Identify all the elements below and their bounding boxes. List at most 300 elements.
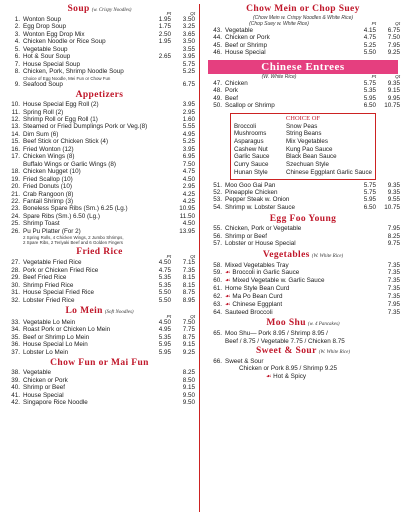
fried-rice-pt-header: Pt [166, 254, 171, 260]
sweet-sour-line-1: Sweet & Sour [225, 357, 264, 365]
moo-shu-item-line-2 [206, 338, 400, 345]
item-name: Lobster Fried Rice [23, 296, 75, 304]
soup-title: Soup [67, 4, 90, 14]
choice-option: Kung Pao Sauce [286, 145, 333, 153]
vegetables-title-text: Vegetables [262, 249, 310, 260]
item-name: House Special Soup [23, 60, 81, 68]
item-name: Beef or Shrimp Lo Mein [23, 333, 90, 341]
item-number: 63. [213, 300, 222, 308]
sweet-sour-item [206, 358, 400, 365]
item-qt-price: 6.75 [182, 80, 195, 88]
menu-item [4, 205, 195, 212]
choice-option: Curry Sauce [234, 161, 269, 169]
item-name: Fried Donuts (10) [23, 183, 72, 191]
menu-item [206, 80, 400, 87]
item-qt-price: 9.35 [387, 189, 400, 196]
item-pt-price: 5.35 [158, 333, 171, 341]
item-number: 34. [11, 326, 20, 334]
item-number: 21. [11, 190, 20, 198]
lo-mein-pt-header: Pt [166, 313, 171, 319]
item-qt-price: 9.35 [387, 79, 400, 87]
item-number: 54. [213, 203, 222, 211]
menu-item [4, 399, 195, 406]
item-pt-price: 5.75 [363, 181, 376, 189]
menu-item [4, 274, 195, 281]
item-qt-price: 9.15 [182, 341, 195, 349]
item-qt-price: 9.15 [182, 384, 195, 392]
choice-option: Cashew Nut [234, 145, 268, 153]
menu-item [4, 123, 195, 130]
item-qt-price: 7.35 [182, 266, 195, 274]
item-qt-price: 7.35 [387, 308, 400, 316]
item-number: 47. [213, 79, 222, 87]
item-qt-price: 8.15 [182, 281, 195, 289]
item-name: Chicken or Pork [225, 34, 270, 42]
item-number: 30. [11, 281, 20, 289]
chili-pepper-icon: ☙ [225, 270, 231, 277]
item-pt-price: 5.25 [363, 41, 376, 49]
soup-subtitle: (w. Crispy Noodles) [91, 8, 132, 13]
menu-item [4, 228, 195, 235]
item-qt-price: 7.75 [182, 326, 195, 334]
item-qt-price: 8.25 [387, 232, 400, 240]
item-name: Beef [225, 94, 238, 102]
item-name: Vegetable [23, 369, 52, 377]
menu-item [206, 301, 400, 309]
moo-shu-title [206, 318, 400, 330]
item-number: 65. [213, 330, 222, 338]
item-number: 50. [213, 102, 222, 110]
item-number: 24. [11, 212, 20, 220]
item-pt-price: 4.75 [363, 34, 376, 42]
item-number: 57. [213, 240, 222, 248]
item-pt-price: 5.35 [158, 274, 171, 282]
item-qt-price: 7.50 [387, 34, 400, 42]
lo-mein-title-text: Lo Mein [65, 305, 103, 316]
item-pt-price: 2.50 [158, 30, 171, 38]
item-name: Shrimp w. Lobster Sauce [225, 203, 296, 211]
item-number: 39. [11, 376, 20, 384]
choice-grid [234, 123, 372, 177]
item-number: 17. [11, 153, 20, 161]
item-name: Mixed Vegetable w. Garlic Sauce [232, 277, 325, 285]
sweet-sour-item-line-2 [206, 365, 400, 372]
item-number: 59. [213, 269, 222, 277]
item-qt-price: 9.15 [387, 87, 400, 95]
menu-item [4, 16, 195, 23]
item-number: 7. [14, 60, 20, 68]
item-name: Moo Goo Gai Pan [225, 181, 276, 189]
fried-rice-list [4, 259, 195, 304]
item-number: 48. [213, 87, 222, 95]
menu-item [4, 384, 195, 391]
menu-item [4, 23, 195, 30]
menu-item [4, 101, 195, 108]
menu-item [4, 267, 195, 274]
choice-option: Black Bean Sauce [286, 153, 337, 161]
item-number: 20. [11, 183, 20, 191]
item-number: 66. [213, 357, 222, 365]
item-name: Vegetable Lo Mein [23, 318, 76, 326]
item-number: 38. [11, 369, 20, 377]
menu-item [4, 349, 195, 356]
item-qt-price: 7.35 [387, 285, 400, 293]
item-name: Steamed or Fried Dumplings Pork or Veg.(8) [23, 123, 148, 131]
item-name: Chicken Wings (8) [23, 153, 75, 161]
choice-option: Mushrooms [234, 130, 267, 138]
item-name: Chicken Noodle or Rice Soup [23, 38, 106, 46]
item-name: Vegetable Soup [23, 45, 68, 53]
menu-item [4, 68, 195, 75]
vegetables-list [206, 262, 400, 316]
item-qt-price: 11.50 [179, 212, 195, 220]
lo-mein-qt-header: Qt [190, 313, 195, 319]
menu-item [206, 204, 400, 211]
item-pt-price: 4.50 [158, 259, 171, 267]
menu-item [4, 81, 195, 88]
moo-shu-title-text: Moo Shu [266, 318, 306, 329]
item-number: 58. [213, 261, 222, 269]
choice-of-title: CHOICE OF [285, 114, 321, 122]
item-name: Egg Drop Soup [23, 23, 67, 31]
menu-item [4, 161, 195, 168]
item-qt-price: 3.95 [182, 53, 195, 61]
item-qt-price: 7.50 [182, 160, 195, 168]
item-pt-price: 5.50 [158, 296, 171, 304]
menu-item [206, 240, 400, 247]
menu-item [206, 182, 400, 189]
menu-item [4, 176, 195, 183]
menu-item [206, 42, 400, 49]
menu-item [206, 309, 400, 316]
item-number: 11. [11, 108, 20, 116]
item-name: Pork or Chicken Fried Rice [23, 266, 99, 274]
item-pt-price: 5.95 [158, 341, 171, 349]
choice-option: String Beans [286, 130, 322, 138]
item-number: 22. [11, 197, 20, 205]
chili-pepper-icon: ☙ [225, 278, 231, 285]
item-name: Ma Po Bean Curd [232, 292, 283, 300]
item-name: Beef Fried Rice [23, 274, 67, 282]
item-number: 28. [11, 266, 20, 274]
item-name: Spare Ribs (Sm.) 6.50 (Lg.) [23, 212, 100, 220]
egg-foo-young-list [206, 225, 400, 247]
menu-item [4, 53, 195, 60]
item-qt-price: 7.35 [387, 261, 400, 269]
menu-item [206, 293, 400, 301]
choice-of-box [230, 113, 376, 180]
sweet-sour-line-2: Chicken or Pork 8.95 / Shrimp 9.25 [239, 365, 337, 373]
item-pt-price: 5.95 [158, 348, 171, 356]
sweet-sour-title-text: Sweet & Sour [255, 345, 317, 356]
item-number: 32. [11, 296, 20, 304]
menu-item [206, 95, 400, 102]
item-qt-price: 8.75 [182, 333, 195, 341]
menu-item [4, 131, 195, 138]
item-name: Buffalo Wings or Garlic Wings (8) [23, 160, 116, 168]
item-pt-price: 5.35 [363, 87, 376, 95]
lo-mein-list [4, 319, 195, 356]
choice-option: Szechuan Style [286, 161, 329, 169]
item-name: Chicken or Pork [23, 376, 68, 384]
item-qt-price: 3.95 [182, 145, 195, 153]
item-pt-price: 1.95 [158, 16, 171, 23]
item-qt-price: 2.95 [182, 183, 195, 191]
item-number: 18. [11, 168, 20, 176]
item-qt-price: 4.50 [182, 220, 195, 228]
item-qt-price: 4.25 [182, 190, 195, 198]
lo-mein-subtitle: (Soft Noodles) [104, 309, 134, 315]
item-pt-price: 2.65 [158, 53, 171, 61]
item-qt-price: 7.95 [387, 41, 400, 49]
moo-shu-item [206, 330, 400, 337]
menu-item [206, 277, 400, 285]
chili-pepper-icon: ☙ [266, 373, 272, 380]
entrees-qt-header: Qt [395, 73, 400, 79]
item-number: 43. [213, 27, 222, 34]
vegetables-subtitle: (W. White Rice) [311, 253, 344, 259]
item-name: Lobster Lo Mein [23, 348, 69, 356]
menu-item [206, 27, 400, 34]
choice-option: Snow Peas [286, 122, 318, 130]
item-number: 25. [11, 220, 20, 228]
hot-spicy-label: Hot & Spicy [273, 372, 307, 380]
chow-mein-subtitle-2: (Chop Suey w. White Rice) [249, 21, 309, 27]
menu-item [4, 116, 195, 123]
item-number: 6. [14, 53, 20, 61]
item-qt-price: 8.50 [182, 376, 195, 384]
item-pt-price: 5.75 [363, 79, 376, 87]
item-qt-price: 9.25 [182, 348, 195, 356]
item-number: 36. [11, 341, 20, 349]
menu-item [206, 196, 400, 203]
item-pt-price: 5.35 [158, 281, 171, 289]
item-pt-price: 4.15 [363, 27, 376, 34]
item-pt-price: 1.95 [158, 38, 171, 46]
pupu-note-line-1: 2 Spring Rolls, 4 Chicken Wings, 2 Jumbo Shrimps, [23, 235, 124, 241]
item-name: Chicken Nugget (10) [23, 168, 81, 176]
item-number: 45. [213, 41, 222, 49]
menu-item [4, 319, 195, 326]
item-qt-price: 9.50 [182, 399, 195, 407]
item-number: 60. [213, 277, 222, 285]
menu-item [206, 102, 400, 109]
item-number: 44. [213, 34, 222, 42]
item-pt-price: 6.50 [363, 102, 376, 110]
item-qt-price: 8.95 [182, 296, 195, 304]
item-number: 8. [14, 68, 20, 76]
choice-option: Garlic Sauce [234, 153, 270, 161]
fried-rice-title-text: Fried Rice [76, 247, 123, 258]
item-name: Shrimp Fried Rice [23, 281, 74, 289]
item-number: 33. [11, 318, 20, 326]
item-qt-price: 8.25 [182, 369, 195, 377]
menu-item [4, 392, 195, 399]
item-number: 42. [11, 399, 20, 407]
item-name: Beef Stick or Chicken Stick (4) [23, 138, 109, 146]
menu-item [4, 259, 195, 266]
sweet-sour-subtitle: (W. White Rice) [318, 349, 351, 355]
menu-item [206, 189, 400, 196]
menu-item [206, 269, 400, 277]
item-qt-price: 4.50 [182, 175, 195, 183]
item-name: House Special [23, 391, 64, 399]
item-pt-price: 1.75 [158, 23, 171, 31]
item-number: 1. [14, 16, 20, 23]
soup-section-title [4, 4, 195, 16]
item-qt-price: 3.55 [182, 45, 195, 53]
item-number: 46. [213, 49, 222, 57]
item-qt-price: 4.25 [182, 197, 195, 205]
menu-item [4, 334, 195, 341]
item-number: 2. [14, 23, 20, 31]
item-qt-price: 4.75 [182, 168, 195, 176]
item-qt-price: 5.75 [182, 60, 195, 68]
item-pt-price: 4.75 [158, 266, 171, 274]
item-name: Chinese Eggplant [232, 300, 283, 308]
menu-item [4, 220, 195, 227]
item-name: Chicken, Pork, Shrimp Noodle Soup [23, 68, 124, 76]
menu-item [4, 297, 195, 304]
item-qt-price: 2.95 [182, 108, 195, 116]
appetizer-list [4, 101, 195, 235]
chow-fun-list [4, 369, 195, 406]
soup-noodle-note: Choice of Egg Noodle, Mei Fun or Chow Fun [23, 75, 111, 81]
item-name: Singapore Rice Noodle [23, 399, 88, 407]
choice-option: Chinese Eggplant Garlic Sauce [286, 168, 372, 176]
item-number: 23. [11, 205, 20, 213]
item-number: 14. [11, 130, 20, 138]
appetizers-title: Appetizers [75, 90, 124, 101]
item-number: 31. [11, 289, 20, 297]
soup-list [4, 16, 195, 76]
item-qt-price: 10.75 [384, 102, 400, 110]
choice-option: Broccoli [234, 122, 257, 130]
item-number: 64. [213, 308, 222, 316]
item-name: Pepper Steak w. Onion [225, 196, 290, 204]
item-number: 9. [14, 80, 20, 88]
item-name: Vegetable Fried Rice [23, 259, 82, 267]
item-name: Chicken [225, 79, 248, 87]
item-number: 37. [11, 348, 20, 356]
item-name: Pork [225, 87, 238, 95]
chili-pepper-icon: ☙ [225, 301, 231, 308]
item-name: Fantail Shrimp (3) [23, 197, 74, 205]
menu-item [206, 87, 400, 94]
item-name: Chicken, Pork or Vegetable [225, 225, 302, 233]
item-number: 41. [11, 391, 20, 399]
item-pt-price: 4.50 [158, 318, 171, 326]
menu-item [4, 138, 195, 145]
item-name: House Special Egg Roll (2) [23, 101, 99, 109]
sweet-sour-title [206, 346, 400, 358]
item-number: 10. [11, 101, 20, 109]
item-name: Vegetable [225, 27, 254, 34]
left-column [4, 4, 200, 512]
chow-fun-title: Chow Fun or Mai Fun [50, 358, 149, 369]
moo-shu-subtitle: (w. 4 Pancakes) [307, 322, 340, 328]
pupu-note-line-2: 2 Spare Ribs, 2 Teriyaki Beef and 6 Golden Fingers [23, 240, 123, 246]
item-qt-price: 9.25 [387, 49, 400, 57]
item-number: 52. [213, 189, 222, 196]
item-name: Lobster or House Special [225, 240, 296, 248]
item-number: 53. [213, 196, 222, 204]
chow-mein-pt-header: Pt [371, 21, 376, 26]
choice-option: Mix Vegetables [286, 138, 328, 146]
item-number: 16. [11, 145, 20, 153]
item-number: 35. [11, 333, 20, 341]
item-number: 29. [11, 274, 20, 282]
item-qt-price: 10.95 [179, 205, 195, 213]
item-number: 19. [11, 175, 20, 183]
item-qt-price: 7.35 [387, 277, 400, 285]
item-name: Shrimp Roll or Egg Roll (1) [23, 115, 98, 123]
item-name: Shrimp Toast [23, 220, 60, 228]
item-name: House Special Fried Rice [23, 289, 95, 297]
entrees-pt-header: Pt [371, 73, 376, 79]
menu-item [4, 146, 195, 153]
entrees-subtitle: (W. White Rice) [261, 73, 297, 80]
item-qt-price: 3.95 [182, 101, 195, 109]
menu-item [206, 34, 400, 41]
item-qt-price: 13.95 [179, 227, 195, 235]
menu-item [4, 191, 195, 198]
item-qt-price: 6.75 [387, 27, 400, 34]
choice-option: Hunan Style [234, 168, 268, 176]
menu-item [206, 225, 400, 232]
item-qt-price: 7.95 [387, 300, 400, 308]
item-number: 49. [213, 94, 222, 102]
moo-shu-line-2: Beef / 8.75 / Vegetable 7.75 / Chicken 8.75 [225, 337, 345, 345]
vegetables-title [206, 250, 400, 262]
item-qt-price: 3.25 [182, 23, 195, 31]
item-pt-price: 5.95 [363, 94, 376, 102]
item-qt-price: 9.75 [387, 240, 400, 248]
item-qt-price: 7.50 [182, 318, 195, 326]
item-number: 5. [14, 45, 20, 53]
menu-item [4, 369, 195, 376]
menu-item [4, 198, 195, 205]
menu-item [4, 153, 195, 160]
item-qt-price: 9.95 [387, 94, 400, 102]
item-name: Shrimp or Beef [225, 232, 267, 240]
item-pt-price: 6.50 [363, 203, 376, 211]
item-qt-price: 5.55 [182, 123, 195, 131]
fried-rice-qt-header: Qt [190, 254, 195, 260]
item-name: Spring Roll (2) [23, 108, 64, 116]
item-number: 4. [14, 38, 20, 46]
item-name: Home Style Bean Curd [225, 285, 290, 293]
item-name: Beef or Shrimp [225, 41, 267, 49]
menu-item [4, 183, 195, 190]
item-pt-price: 5.75 [363, 189, 376, 196]
item-name: Dim Sum (6) [23, 130, 59, 138]
item-number: 56. [213, 232, 222, 240]
item-qt-price: 5.25 [182, 68, 195, 76]
item-name: Pineapple Chicken [225, 189, 278, 196]
item-name: Wonton Egg Drop Mix [23, 30, 85, 38]
menu-item [4, 282, 195, 289]
chow-mein-subtitle-1: (Chow Mein w. Crispy Noodles & White Rice) [252, 15, 354, 21]
item-pt-price: 5.50 [158, 289, 171, 297]
soup-qt-header: Qt [190, 11, 195, 16]
item-qt-price: 5.25 [182, 138, 195, 146]
item-qt-price: 3.50 [182, 38, 195, 46]
item-name: House Special Lo Mein [23, 341, 88, 349]
chow-mein-list [206, 27, 400, 57]
item-number: 13. [11, 123, 20, 131]
menu-item [4, 109, 195, 116]
